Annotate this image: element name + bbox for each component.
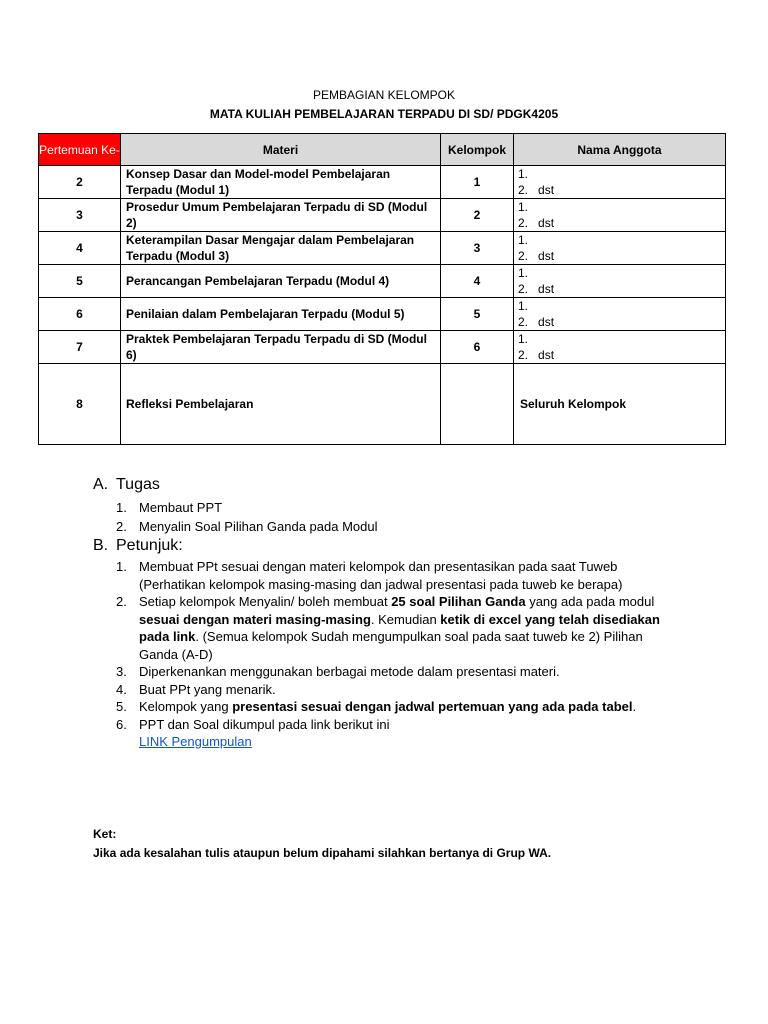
anggota-item-2: 2. bbox=[518, 183, 529, 197]
table-row bbox=[39, 166, 726, 199]
section-tugas-heading bbox=[93, 476, 160, 494]
kelompok-cell: 6 bbox=[441, 331, 514, 364]
pertemuan-cell: 5 bbox=[39, 265, 121, 298]
section-letter: B. bbox=[93, 537, 109, 554]
table-header-row bbox=[39, 134, 726, 166]
pertemuan-cell: 6 bbox=[39, 298, 121, 331]
kelompok-cell: 2 bbox=[441, 199, 514, 232]
anggota-cell: Seluruh Kelompok bbox=[514, 364, 726, 445]
anggota-cell bbox=[514, 331, 726, 364]
anggota-item-1: 1. bbox=[518, 167, 529, 181]
materi-cell: Praktek Pembelajaran Terpadu Terpadu di SD (Modul 6) bbox=[121, 331, 441, 364]
anggota-item-1: 1. bbox=[518, 332, 529, 346]
table-row bbox=[39, 265, 726, 298]
list-item: 3. Diperkenankan menggunakan berbagai metode dalam presentasi materi. bbox=[116, 664, 560, 679]
list-item: 1. Membuat PPt sesuai dengan materi kelompok dan presentasikan pada saat Tuweb (Perhatikan kelompok masing-masing dan jadwal presentasi pada tuweb ke berapa) bbox=[116, 559, 623, 592]
materi-cell: Prosedur Umum Pembelajaran Terpadu di SD (Modul 2) bbox=[121, 199, 441, 232]
note-label: Ket: bbox=[93, 827, 117, 841]
note-block bbox=[93, 825, 551, 863]
kelompok-cell: 5 bbox=[441, 298, 514, 331]
section-letter: A. bbox=[93, 476, 109, 493]
table-row bbox=[39, 232, 726, 265]
anggota-item-1: 1. bbox=[518, 299, 529, 313]
anggota-dst: dst bbox=[538, 282, 555, 296]
pertemuan-cell: 3 bbox=[39, 199, 121, 232]
note-text: Jika ada kesalahan tulis ataupun belum dipahami silahkan bertanya di Grup WA. bbox=[93, 846, 552, 860]
kelompok-cell bbox=[441, 364, 514, 445]
anggota-dst: dst bbox=[538, 216, 555, 230]
anggota-dst: dst bbox=[538, 249, 555, 263]
anggota-item-2: 2. bbox=[518, 348, 529, 362]
materi-cell: Keterampilan Dasar Mengajar dalam Pembelajaran Terpadu (Modul 3) bbox=[121, 232, 441, 265]
anggota-dst: dst bbox=[538, 348, 555, 362]
anggota-cell bbox=[514, 298, 726, 331]
table-row bbox=[39, 331, 726, 364]
list-item: 1. Membaut PPT bbox=[116, 500, 223, 515]
section-petunjuk-heading bbox=[93, 537, 183, 555]
anggota-cell bbox=[514, 265, 726, 298]
materi-cell: Konsep Dasar dan Model-model Pembelajaran Terpadu (Modul 1) bbox=[121, 166, 441, 199]
anggota-item-2: 2. bbox=[518, 249, 529, 263]
pertemuan-cell: 8 bbox=[39, 364, 121, 445]
group-table bbox=[38, 133, 726, 445]
petunjuk-list bbox=[116, 558, 676, 751]
kelompok-cell: 1 bbox=[441, 166, 514, 199]
materi-cell: Penilaian dalam Pembelajaran Terpadu (Modul 5) bbox=[121, 298, 441, 331]
anggota-dst: dst bbox=[538, 315, 555, 329]
anggota-item-1: 1. bbox=[518, 266, 529, 280]
anggota-cell bbox=[514, 199, 726, 232]
anggota-dst: dst bbox=[538, 183, 555, 197]
list-item: 5. Kelompok yang presentasi sesuai dengan jadwal pertemuan yang ada pada tabel. bbox=[116, 699, 637, 714]
kelompok-cell: 4 bbox=[441, 265, 514, 298]
table-row bbox=[39, 298, 726, 331]
doc-title: PEMBAGIAN KELOMPOK bbox=[312, 88, 456, 102]
list-item: 4. Buat PPt yang menarik. bbox=[116, 681, 276, 697]
list-item: 2. Menyalin Soal Pilihan Ganda pada Modul bbox=[116, 519, 378, 534]
tugas-list bbox=[116, 498, 378, 536]
list-item: 6. PPT dan Soal dikumpul pada link berikut ini LINK Pengumpulan bbox=[116, 716, 676, 751]
kelompok-cell: 3 bbox=[441, 232, 514, 265]
header-kelompok: Kelompok bbox=[441, 134, 514, 166]
header-materi: Materi bbox=[121, 134, 441, 166]
pertemuan-cell: 7 bbox=[39, 331, 121, 364]
materi-cell: Refleksi Pembelajaran bbox=[121, 364, 441, 445]
anggota-item-1: 1. bbox=[518, 200, 529, 214]
pertemuan-cell: 4 bbox=[39, 232, 121, 265]
header-anggota: Nama Anggota bbox=[514, 134, 726, 166]
section-title: Tugas bbox=[116, 476, 160, 493]
anggota-cell bbox=[514, 166, 726, 199]
pertemuan-cell: 2 bbox=[39, 166, 121, 199]
section-title: Petunjuk: bbox=[116, 537, 183, 554]
link-pengumpulan[interactable]: LINK Pengumpulan bbox=[139, 734, 252, 749]
doc-subtitle: MATA KULIAH PEMBELAJARAN TERPADU DI SD/ PDGK4205 bbox=[209, 107, 559, 121]
anggota-item-2: 2. bbox=[518, 282, 529, 296]
anggota-item-2: 2. bbox=[518, 315, 529, 329]
table-row bbox=[39, 364, 726, 445]
anggota-cell bbox=[514, 232, 726, 265]
anggota-item-2: 2. bbox=[518, 216, 529, 230]
table-row bbox=[39, 199, 726, 232]
anggota-item-1: 1. bbox=[518, 233, 529, 247]
materi-cell: Perancangan Pembelajaran Terpadu (Modul 4) bbox=[121, 265, 441, 298]
header-pertemuan: Pertemuan Ke- bbox=[39, 134, 121, 166]
list-item: 2. Setiap kelompok Menyalin/ boleh membuat 25 soal Pilihan Ganda yang ada pada modul sesuai dengan materi masing-masing. Kemudian ketik di excel yang telah disediakan pada link. (Semua kelompok Sudah mengumpulkan soal pada saat tuweb ke 2) Pilihan Ganda (A-D) bbox=[116, 594, 660, 662]
